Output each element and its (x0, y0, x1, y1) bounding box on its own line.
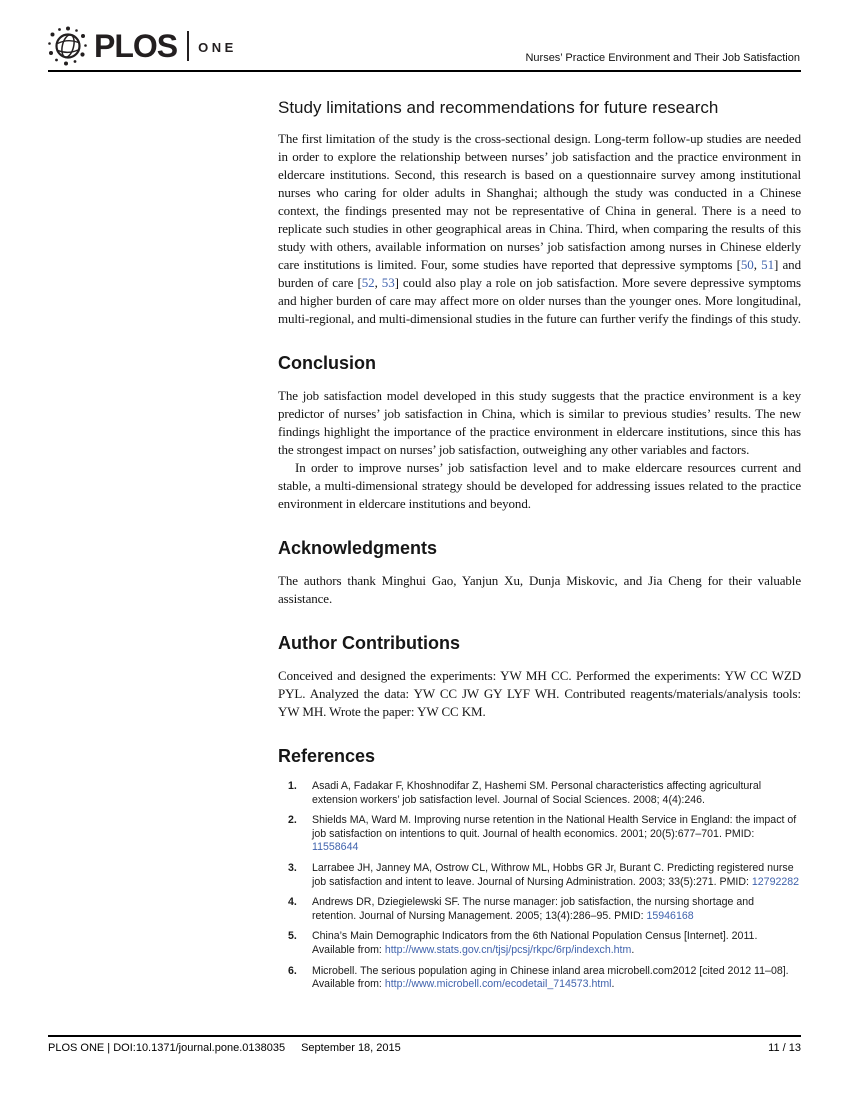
limitations-text-c: ] could also play a role on job satisfaction. More severe depressive symptoms and higher burden of care may affect more on older nurses than the younger ones. More longitudinal, multi-regional, and multi-dimensional studies in the future can further verify the findings of this study. (278, 275, 802, 326)
footer-rule (48, 1035, 801, 1037)
footer-date: September 18, 2015 (301, 1042, 401, 1054)
ref-text (312, 814, 801, 855)
reference-item (278, 965, 801, 992)
citation-link-53[interactable]: 53 (381, 275, 395, 290)
author-contributions-paragraph: Conceived and designed the experiments: YW MH CC. Performed the experiments: YW CC WZD PYL. Analyzed the data: YW CC JW GY LYF WH. Contributed reagents/materials/analysis tools: YW MH. Wrote the paper: YW CC KM. (278, 668, 801, 719)
pmid-link[interactable]: 11558644 (312, 841, 359, 854)
page-footer (48, 1042, 801, 1054)
ref-number: 6. (288, 964, 297, 977)
one-wordmark: ONE (198, 39, 237, 55)
header-rule (48, 70, 801, 72)
citation-separator: , (374, 275, 382, 290)
heading-author-contributions: Author Contributions (278, 633, 460, 653)
ref-citation-text: Andrews DR, Dziegielewski SF. The nurse manager: job satisfaction, the nursing shortage and retention. Journal of Nursing Management. 2005; 13(4):286–95. PMID: (312, 896, 755, 922)
ref-citation-text: Shields MA, Ward M. Improving nurse retention in the National Health Service in England: the impact of job satisfaction on intentions to quit. Journal of health economics. 2001; 20(5):677–701. PMID: (312, 814, 797, 840)
ref-text (312, 780, 801, 807)
reference-item (278, 930, 801, 957)
reference-item (278, 896, 801, 923)
ref-number: 5. (288, 930, 297, 943)
limitations-text-b: ] and burden of care [ (278, 257, 801, 290)
citation-link-50[interactable]: 50 (740, 257, 754, 272)
ref-citation-text: Asadi A, Fadakar F, Khoshnodifar Z, Hashemi SM. Personal characteristics affecting agricultural extension workers’ job satisfaction level. Journal of Social Sciences. 2008; 4(4):246. (312, 780, 762, 806)
ref-citation-text: China’s Main Demographic Indicators from the 6th National Population Census [Internet]. 2011. Available from: (312, 930, 758, 956)
reference-item (278, 780, 801, 807)
conclusion-paragraph-1: The job satisfaction model developed in this study suggests that the practice environment is a key predictor of nurses’ job satisfaction in China, which is similar to previous studies’ results. The new findings highlight the importance of the practice environment in eldercare institutions, since this has the strongest impact on nurses’ job satisfaction, outweighing any other variables and factors. (278, 388, 801, 457)
ref-text (312, 862, 801, 889)
ref-number: 2. (288, 814, 297, 827)
conclusion-paragraph-2: In order to improve nurses’ job satisfaction level and to make eldercare resources current and stable, a multi-dimensional strategy should be developed for addressing issues related to the practice environment in eldercare institutions and beyond. (278, 460, 801, 511)
pmid-link[interactable]: 15946168 (646, 909, 694, 922)
ref-text (312, 896, 801, 923)
limitations-text-a: The first limitation of the study is the cross-sectional design. Long-term follow-up studies are needed in order to explore the relationship between nurses’ job satisfaction and the practice environment in eldercare institutions. Second, this research is based on a questionnaire survey among institutional nurses who caring for older adults in Shanghai; although the study was conducted in a Chinese context, the findings presented may not be representative of China in general. There is a need to replicate such studies in other geographical areas in China. Third, when comparing the results of this study with others, available information on nurses’ job satisfaction among nurses in Chinese elderly care institutions is limited. Four, some studies have reported that depressive symptoms [ (278, 131, 801, 272)
heading-references: References (278, 746, 376, 766)
limitations-paragraph (278, 130, 801, 328)
citation-separator: , (753, 257, 762, 272)
references-list (278, 780, 801, 992)
ref-number: 3. (288, 861, 297, 874)
pmid-link[interactable]: 12792282 (751, 875, 800, 888)
reference-item (278, 862, 801, 889)
ref-number: 1. (288, 780, 297, 792)
article-content (278, 94, 801, 999)
plos-globe-icon (46, 24, 90, 68)
running-head: Nurses’ Practice Environment and Their Job Satisfaction (525, 52, 800, 64)
acknowledgments-paragraph: The authors thank Minghui Gao, Yanjun Xu, Dunja Miskovic, and Jia Cheng for their valuable assistance. (278, 573, 801, 606)
citation-link-52[interactable]: 52 (361, 275, 375, 290)
url-link[interactable]: http://www.microbell.com/ecodetail_714573.html (384, 978, 612, 991)
ref-citation-text: Larrabee JH, Janney MA, Ostrow CL, Withrow ML, Hobbs GR Jr, Burant C. Predicting registered nurse job satisfaction and intent to leave. Journal of Nursing Administration. 2003; 33(5):271. PMID: (312, 861, 794, 888)
ref-number: 4. (288, 896, 297, 909)
footer-journal-doi: PLOS ONE | DOI:10.1371/journal.pone.0138035 (48, 1042, 286, 1054)
ref-tail: . (631, 943, 635, 956)
heading-acknowledgments: Acknowledgments (278, 538, 438, 558)
heading-conclusion: Conclusion (278, 353, 376, 373)
plos-logo (46, 24, 237, 68)
citation-link-51[interactable]: 51 (761, 257, 774, 272)
plos-wordmark: PLOS (94, 27, 178, 64)
ref-text (312, 965, 801, 992)
page-number: 11 / 13 (768, 1042, 801, 1054)
ref-citation-text: Microbell. The serious population aging in Chinese inland area microbell.com2012 [cited 2012 11–08]. Available from: (312, 964, 789, 991)
heading-study-limitations: Study limitations and recommendations for future research (278, 98, 719, 117)
logo-divider (187, 31, 189, 61)
url-link[interactable]: http://www.stats.gov.cn/tjsj/pcsj/rkpc/6rp/indexch.htm (384, 943, 632, 956)
reference-item (278, 814, 801, 855)
ref-text (312, 930, 801, 957)
footer-citation (48, 1042, 401, 1054)
ref-tail: . (611, 978, 615, 991)
